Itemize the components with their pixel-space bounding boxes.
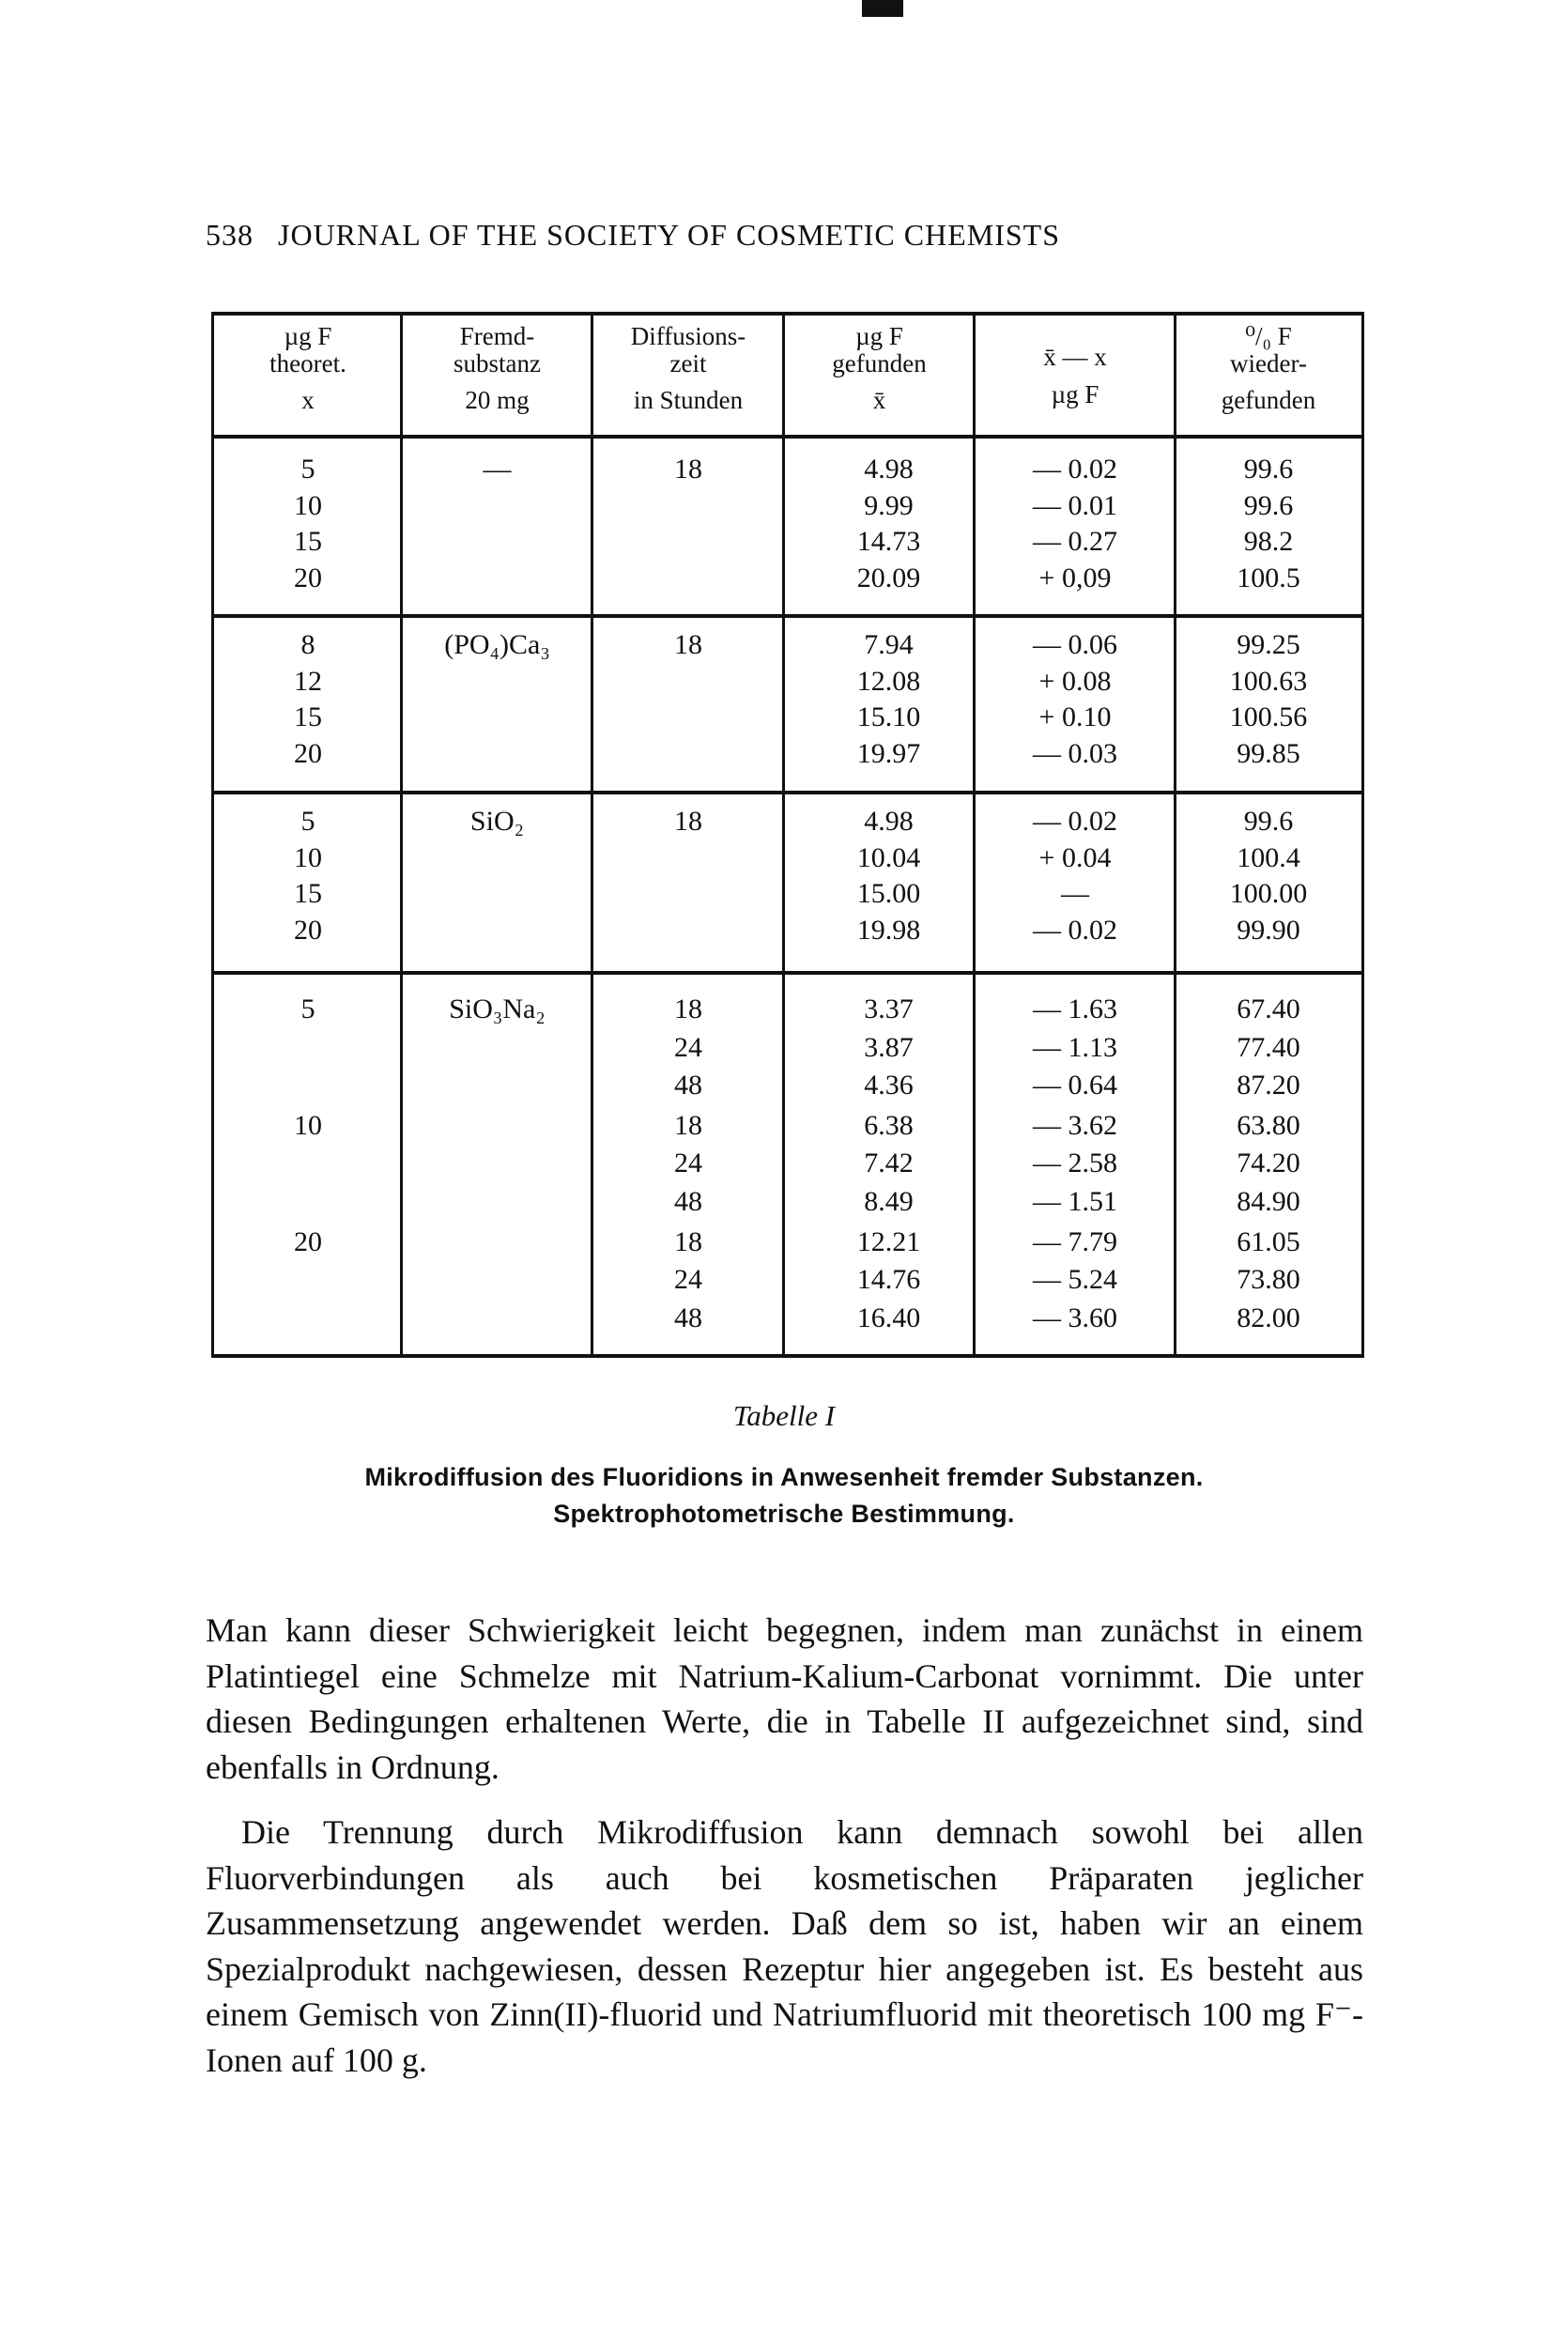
- column-header: µg F: [855, 322, 903, 350]
- column-header: gefunden: [832, 349, 927, 377]
- table-cell: 20: [294, 562, 322, 593]
- table-cell: — 3.60: [1033, 1301, 1117, 1333]
- table-cell: 99.90: [1237, 914, 1300, 946]
- table-cell: 84.90: [1237, 1186, 1300, 1217]
- table-cell: — 1.51: [1033, 1186, 1117, 1217]
- column-header: theoret.: [269, 349, 346, 377]
- table-cell: SiO₃Na₂: [449, 993, 546, 1024]
- row-group-divider: [214, 791, 1361, 794]
- column-header: gefunden: [1221, 386, 1316, 414]
- table-cell: 15: [294, 526, 322, 557]
- table-cell: 8: [300, 629, 315, 660]
- table-cell: 18: [674, 1109, 702, 1141]
- table-cell: — 3.62: [1033, 1109, 1117, 1141]
- table-cell: 99.6: [1243, 806, 1294, 837]
- table-cell: 4.36: [864, 1070, 914, 1101]
- page-number: 538: [206, 218, 254, 252]
- table-cell: — 0.02: [1033, 454, 1117, 485]
- table-cell: 20: [294, 914, 322, 946]
- table-cell: —: [483, 454, 512, 485]
- column-header: x̄ — x: [1043, 343, 1107, 371]
- table-cell: 63.80: [1237, 1109, 1300, 1141]
- table-cell: 87.20: [1237, 1070, 1300, 1101]
- table-cell: 10: [294, 841, 322, 873]
- paragraph-1: Man kann dieser Schwierigkeit leicht begegnen, indem man zunächst in einem Platintiegel eine Schmelze mit Natrium-Kalium-Carbonat vornimmt. Die unter diesen Bedingungen erhaltenen Werte, die in Tabelle II aufgezeichnet sind, sind ebenfalls in Ordnung.: [206, 1611, 1363, 1786]
- table-cell: 100.00: [1229, 878, 1308, 909]
- table-cell: 15: [294, 701, 322, 732]
- table-cell: 10.04: [856, 841, 921, 873]
- paragraph-2: Die Trennung durch Mikrodiffusion kann demnach sowohl bei allen Fluorverbindungen als auch bei kosmetischen Präparaten jeglicher Zusammensetzung angewendet werden. Daß dem so ist, haben wir an einem Spezialprodukt nachgewiesen, dessen Rezeptur hier angegeben ist. Es besteht aus einem Gemisch von Zinn(II)-fluorid und Natriumfluorid mit theoretisch 100 mg F⁻-Ionen auf 100 g.: [206, 1813, 1363, 2079]
- table-cell: + 0.10: [1038, 701, 1112, 732]
- table-cell: 4.98: [864, 454, 914, 485]
- table-caption-line-2: Spektrophotometrische Bestimmung.: [553, 1500, 1015, 1528]
- table-cell: 5: [300, 806, 315, 837]
- table-cell: 19.97: [856, 737, 921, 769]
- column-header: x: [301, 386, 315, 414]
- table-cell: 18: [674, 806, 702, 837]
- column-header: µg F: [1051, 380, 1099, 408]
- table-cell: 19.98: [856, 914, 921, 946]
- column-header: ⁰/₀ F: [1245, 322, 1292, 350]
- table-cell: 18: [674, 629, 702, 660]
- table-cell: 24: [674, 1264, 702, 1296]
- table-cell: + 0.04: [1038, 841, 1112, 873]
- table-cell: 61.05: [1237, 1225, 1300, 1257]
- table-cell: 67.40: [1237, 993, 1300, 1024]
- row-group-divider: [214, 971, 1361, 975]
- table-cell: SiO₂: [469, 806, 525, 837]
- column-header: zeit: [669, 349, 707, 377]
- table-cell: + 0,09: [1038, 562, 1112, 593]
- table-cell: 18: [674, 993, 702, 1024]
- table-cell: 3.37: [864, 993, 914, 1024]
- table-cell: — 0.02: [1033, 806, 1117, 837]
- table-cell: 24: [674, 1031, 702, 1063]
- table-cell: 100.4: [1237, 841, 1300, 873]
- table-cell: — 1.13: [1033, 1031, 1117, 1063]
- table-cell: — 5.24: [1033, 1264, 1117, 1296]
- table-cell: 20: [294, 737, 322, 769]
- table-cell: — 0.27: [1033, 526, 1117, 557]
- table-cell: 7.94: [864, 629, 914, 660]
- table-cell: 100.5: [1237, 562, 1300, 593]
- table-cell: —: [1061, 878, 1089, 909]
- table-cell: 14.73: [856, 526, 921, 557]
- column-header: in Stunden: [633, 386, 744, 414]
- table-cell: — 1.63: [1033, 993, 1117, 1024]
- table-cell: 100.63: [1229, 665, 1308, 697]
- table-cell: 48: [674, 1070, 702, 1101]
- table-cell: — 0.03: [1033, 737, 1117, 769]
- table-cell: 5: [300, 993, 315, 1024]
- table-cell: 98.2: [1243, 526, 1294, 557]
- table-cell: 10: [294, 1109, 322, 1141]
- table-cell: 15: [294, 878, 322, 909]
- table-cell: 99.6: [1243, 489, 1294, 521]
- column-header: Diffusions-: [630, 322, 746, 350]
- table-cell: — 7.79: [1033, 1225, 1117, 1257]
- table-cell: 82.00: [1237, 1301, 1300, 1333]
- column-header: 20 mg: [465, 386, 530, 414]
- column-header: wieder-: [1230, 349, 1307, 377]
- journal-title: JOURNAL OF THE SOCIETY OF COSMETIC CHEMISTS: [278, 218, 1060, 252]
- row-group-divider: [214, 614, 1361, 618]
- table-caption-title: Tabelle I: [732, 1399, 836, 1432]
- table-cell: 77.40: [1237, 1031, 1300, 1063]
- table-cell: 15.00: [856, 878, 921, 909]
- table-cell: 4.98: [864, 806, 914, 837]
- table-cell: — 0.02: [1033, 914, 1117, 946]
- table-cell: 20: [294, 1225, 322, 1257]
- table-cell: — 0.06: [1033, 629, 1117, 660]
- table-cell: 48: [674, 1186, 702, 1217]
- table-cell: 6.38: [864, 1109, 914, 1141]
- table-cell: — 0.01: [1033, 489, 1117, 521]
- data-table: [211, 312, 1364, 1358]
- table-cell: 18: [674, 454, 702, 485]
- running-header: [206, 218, 1060, 253]
- table-cell: — 2.58: [1033, 1147, 1117, 1179]
- table-cell: 20.09: [856, 562, 921, 593]
- table-cell: 12.08: [856, 665, 921, 697]
- table-cell: 48: [674, 1301, 702, 1333]
- table-cell: 9.99: [864, 489, 914, 521]
- table-cell: 10: [294, 489, 322, 521]
- table-cell: + 0.08: [1038, 665, 1112, 697]
- table-cell: 5: [300, 454, 315, 485]
- table-cell: 7.42: [864, 1147, 914, 1179]
- row-group-divider: [214, 435, 1361, 439]
- table-cell: 15.10: [856, 701, 921, 732]
- table-cell: 16.40: [856, 1301, 921, 1333]
- table-cell: 99.85: [1237, 737, 1300, 769]
- column-header: x̄: [872, 386, 886, 414]
- table-cell: 73.80: [1237, 1264, 1300, 1296]
- table-caption-line-1: Mikrodiffusion des Fluoridions in Anwesenheit fremder Substanzen.: [364, 1463, 1204, 1491]
- table-cell: 12: [294, 665, 322, 697]
- table-cell: 12.21: [856, 1225, 921, 1257]
- scan-mark: [862, 0, 903, 17]
- table-cell: 8.49: [864, 1186, 914, 1217]
- column-header: substanz: [453, 349, 541, 377]
- column-header: Fremd-: [459, 322, 535, 350]
- table-cell: 99.6: [1243, 454, 1294, 485]
- table-cell: 24: [674, 1147, 702, 1179]
- table-cell: 100.56: [1229, 701, 1308, 732]
- table-cell: 18: [674, 1225, 702, 1257]
- column-header: µg F: [284, 322, 332, 350]
- table-cell: — 0.64: [1033, 1070, 1117, 1101]
- table-cell: 74.20: [1237, 1147, 1300, 1179]
- table-cell: 3.87: [864, 1031, 914, 1063]
- table-cell: 14.76: [856, 1264, 921, 1296]
- table-cell: (PO₄)Ca₃: [444, 629, 550, 660]
- table-cell: 99.25: [1237, 629, 1300, 660]
